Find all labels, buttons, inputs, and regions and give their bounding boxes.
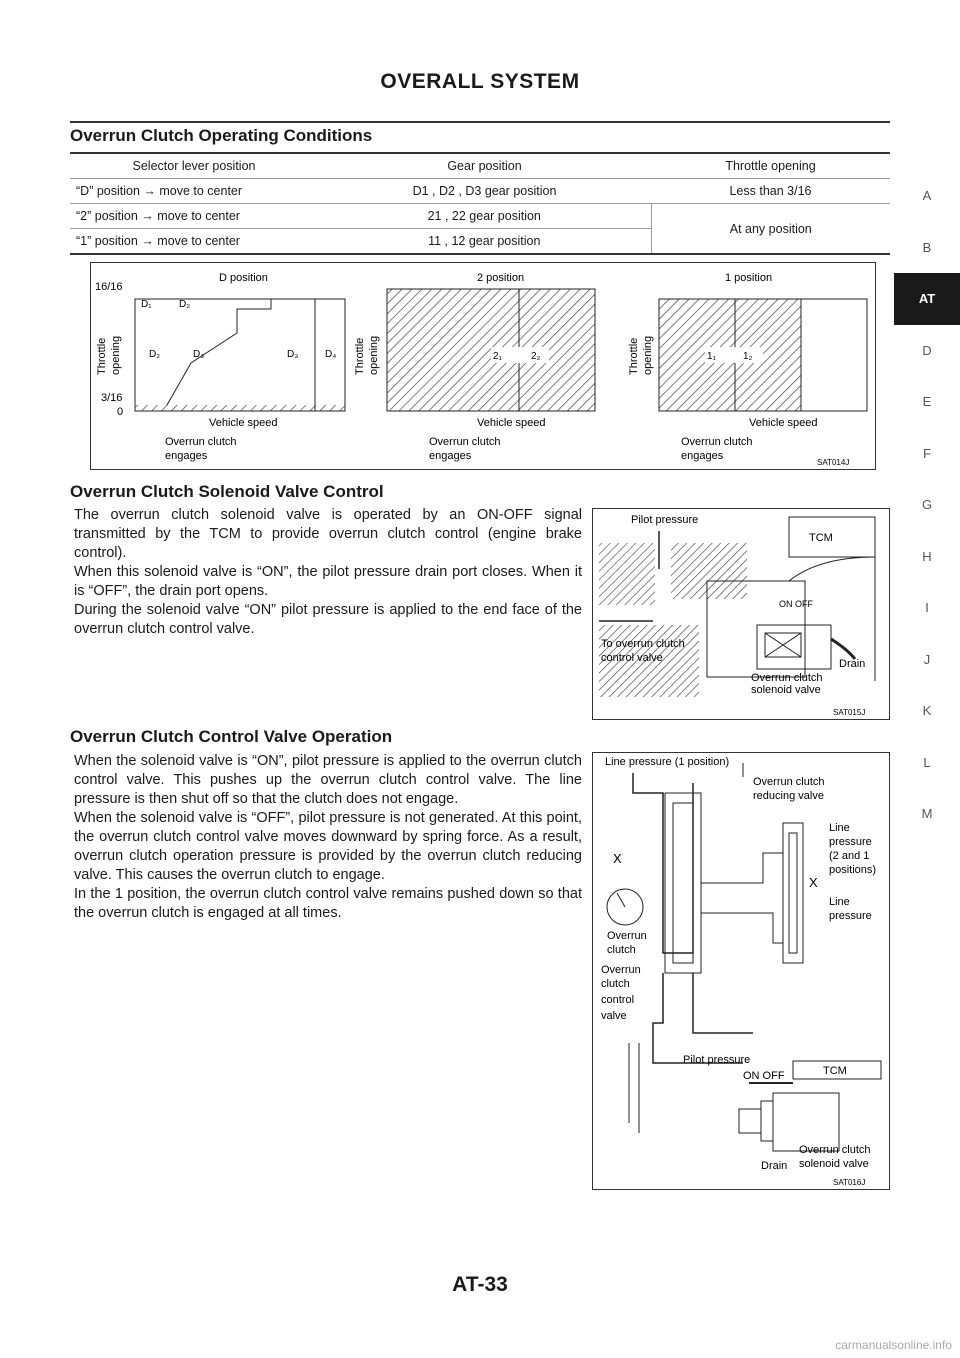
- title-divider: [70, 121, 890, 123]
- tcm-label: TCM: [823, 1065, 847, 1077]
- g11-label: 1₁: [707, 351, 716, 362]
- d3-label: D₃: [287, 349, 299, 360]
- solenoid-paragraph: [74, 506, 582, 639]
- onoff-label: ON OFF: [743, 1070, 785, 1082]
- g21-label: 2₁: [493, 351, 502, 362]
- figure-code: SAT014J: [817, 458, 850, 467]
- table-cell: “1” position → move to center: [70, 229, 318, 255]
- vehicle-speed-label: Vehicle speed: [209, 417, 278, 429]
- ccv-label: valve: [601, 1010, 627, 1022]
- control-valve-figure: [592, 752, 890, 1190]
- overrun-label: Overrun clutch: [681, 436, 753, 448]
- drain-label: Drain: [839, 658, 866, 670]
- table-header: Gear position: [318, 153, 651, 179]
- vehicle-speed-label: Vehicle speed: [749, 417, 818, 429]
- table-cell: D1 , D2 , D3 gear position: [318, 179, 651, 204]
- drain-label: Drain: [761, 1160, 788, 1172]
- overrun-clutch-label: Overrun: [607, 930, 647, 942]
- ccv-label: Overrun: [601, 964, 641, 976]
- d-position-label: D position: [219, 272, 268, 284]
- watermark: carmanualsonline.info: [835, 1338, 952, 1352]
- d2-label: D₂: [149, 349, 161, 360]
- vehicle-speed-label: Vehicle speed: [477, 417, 546, 429]
- section-index-tab[interactable]: D: [922, 342, 932, 358]
- g12-label: 1₂: [743, 351, 753, 362]
- solenoid-label-2: solenoid valve: [751, 684, 821, 696]
- x-mark: X: [613, 851, 622, 866]
- section-index-tab-active[interactable]: AT: [894, 273, 960, 325]
- overrun-label: Overrun clutch: [429, 436, 501, 448]
- table-cell: 11 , 12 gear position: [318, 229, 651, 255]
- solenoid-label-1: Overrun clutch: [799, 1144, 871, 1156]
- d-panel-hatch: [135, 405, 345, 411]
- throttle-label: Throttle: [628, 337, 640, 375]
- y-zero-label: 0: [117, 406, 124, 418]
- paragraph-line: During the solenoid valve “ON” pilot pressure is applied to the end face of the overrun clutch control valve.: [74, 602, 582, 637]
- section-index-tab[interactable]: G: [921, 497, 933, 512]
- ccv-label: control: [601, 994, 635, 1006]
- section-index-tab[interactable]: H: [922, 548, 932, 564]
- control-valve-label: control valve: [601, 652, 663, 664]
- d2-label: D₂: [179, 299, 191, 310]
- one-position-label: 1 position: [725, 272, 773, 284]
- lp21-label: pressure: [829, 836, 872, 848]
- tcm-label: TCM: [809, 532, 833, 544]
- table-cell: At any position: [651, 204, 890, 255]
- pilot-pressure-label: Pilot pressure: [683, 1054, 751, 1066]
- throttle-label: Throttle: [96, 337, 108, 375]
- lp-label: pressure: [829, 910, 872, 922]
- engages-label: engages: [429, 450, 472, 462]
- solenoid-label-1: Overrun clutch: [751, 672, 823, 684]
- onoff-label: ON OFF: [779, 599, 813, 609]
- opening-label: opening: [368, 335, 380, 375]
- table-header: Throttle opening: [651, 153, 890, 179]
- d4-label: D₄: [325, 349, 337, 360]
- table-row: [70, 204, 890, 229]
- throttle-diagram-figure: [90, 262, 876, 470]
- table-cell: 21 , 22 gear position: [318, 204, 651, 229]
- opening-label: opening: [642, 335, 654, 375]
- ccv-label: clutch: [601, 978, 630, 990]
- paragraph-line: When the solenoid valve is “ON”, pilot pressure is applied to the overrun clutch control valve. This pushes up the overrun clutch control valve. The line pressure is then shut off so that the clutch does not engage.: [74, 753, 582, 807]
- section-index-tab[interactable]: I: [925, 600, 929, 615]
- d-panel-frame: [135, 299, 345, 411]
- two-position-label: 2 position: [477, 272, 525, 284]
- section-index-tab[interactable]: B: [922, 239, 932, 255]
- table-header-row: [70, 153, 890, 179]
- lp21-label: (2 and 1: [829, 850, 870, 862]
- section-index-tab[interactable]: F: [923, 445, 931, 461]
- figure-code: SAT015J: [833, 708, 866, 717]
- table-cell: Less than 3/16: [651, 179, 890, 204]
- section-index-tab[interactable]: K: [922, 703, 932, 718]
- control-valve-paragraph: [74, 752, 582, 923]
- solenoid-label-2: solenoid valve: [799, 1158, 869, 1170]
- lp21-label: positions): [829, 864, 877, 876]
- engages-label: engages: [681, 450, 724, 462]
- y-top-label: 16/16: [95, 281, 123, 293]
- table-cell: “2” position → move to center: [70, 204, 318, 229]
- reducing-label-2: reducing valve: [753, 790, 824, 802]
- paragraph-line: In the 1 position, the overrun clutch control valve remains pushed down so that the overrun clutch is engaged at all times.: [74, 886, 582, 921]
- section-title-operating-conditions: Overrun Clutch Operating Conditions: [70, 126, 373, 145]
- throttle-label: Throttle: [354, 337, 366, 375]
- figure-code: SAT016J: [833, 1178, 866, 1187]
- section-title-control-valve: Overrun Clutch Control Valve Operation: [70, 727, 393, 746]
- page-title: OVERALL SYSTEM: [380, 70, 580, 93]
- section-index-tab[interactable]: J: [923, 651, 931, 667]
- section-index-tab[interactable]: L: [923, 754, 931, 770]
- x-mark: X: [809, 875, 818, 890]
- section-index-tab[interactable]: E: [922, 394, 932, 409]
- paragraph-line: When this solenoid valve is “ON”, the pilot pressure drain port closes. When it is “OFF”, the drain port opens.: [74, 564, 582, 599]
- section-index: [894, 170, 960, 840]
- lp-label: Line: [829, 896, 850, 908]
- table-header: Selector lever position: [70, 153, 318, 179]
- table-row: [70, 179, 890, 204]
- page-number: AT-33: [452, 1273, 508, 1296]
- overrun-clutch-label: clutch: [607, 944, 636, 956]
- table-cell: “D” position → move to center: [70, 179, 318, 204]
- d3-label: D₃: [193, 349, 205, 360]
- line-pressure-1-label: Line pressure (1 position): [605, 756, 730, 768]
- g22-label: 2₂: [531, 351, 541, 362]
- d1-label: D₁: [141, 299, 152, 310]
- reducing-label-1: Overrun clutch: [753, 776, 825, 788]
- paragraph-line: The overrun clutch solenoid valve is operated by an ON-OFF signal transmitted by the TCM to provide overrun clutch control (engine brake control).: [74, 507, 582, 561]
- to-overrun-label: To overrun clutch: [601, 638, 685, 650]
- section-title-solenoid-control: Overrun Clutch Solenoid Valve Control: [70, 482, 384, 501]
- lp21-label: Line: [829, 822, 850, 834]
- overrun-label: Overrun clutch: [165, 436, 237, 448]
- y-mid-label: 3/16: [101, 392, 123, 404]
- section-index-tab[interactable]: A: [922, 188, 932, 203]
- pilot-pressure-label: Pilot pressure: [631, 514, 699, 526]
- paragraph-line: When the solenoid valve is “OFF”, pilot pressure is not generated. At this point, the overrun clutch control valve moves downward by spring force. As a result, overrun clutch operation pressure is provided by the overrun clutch reducing valve. This causes the overrun clutch to engage.: [74, 810, 582, 883]
- section-index-tab[interactable]: M: [921, 806, 933, 821]
- opening-label: opening: [110, 335, 122, 375]
- engages-label: engages: [165, 450, 208, 462]
- operating-conditions-table: [70, 152, 890, 255]
- solenoid-valve-figure: [592, 508, 890, 720]
